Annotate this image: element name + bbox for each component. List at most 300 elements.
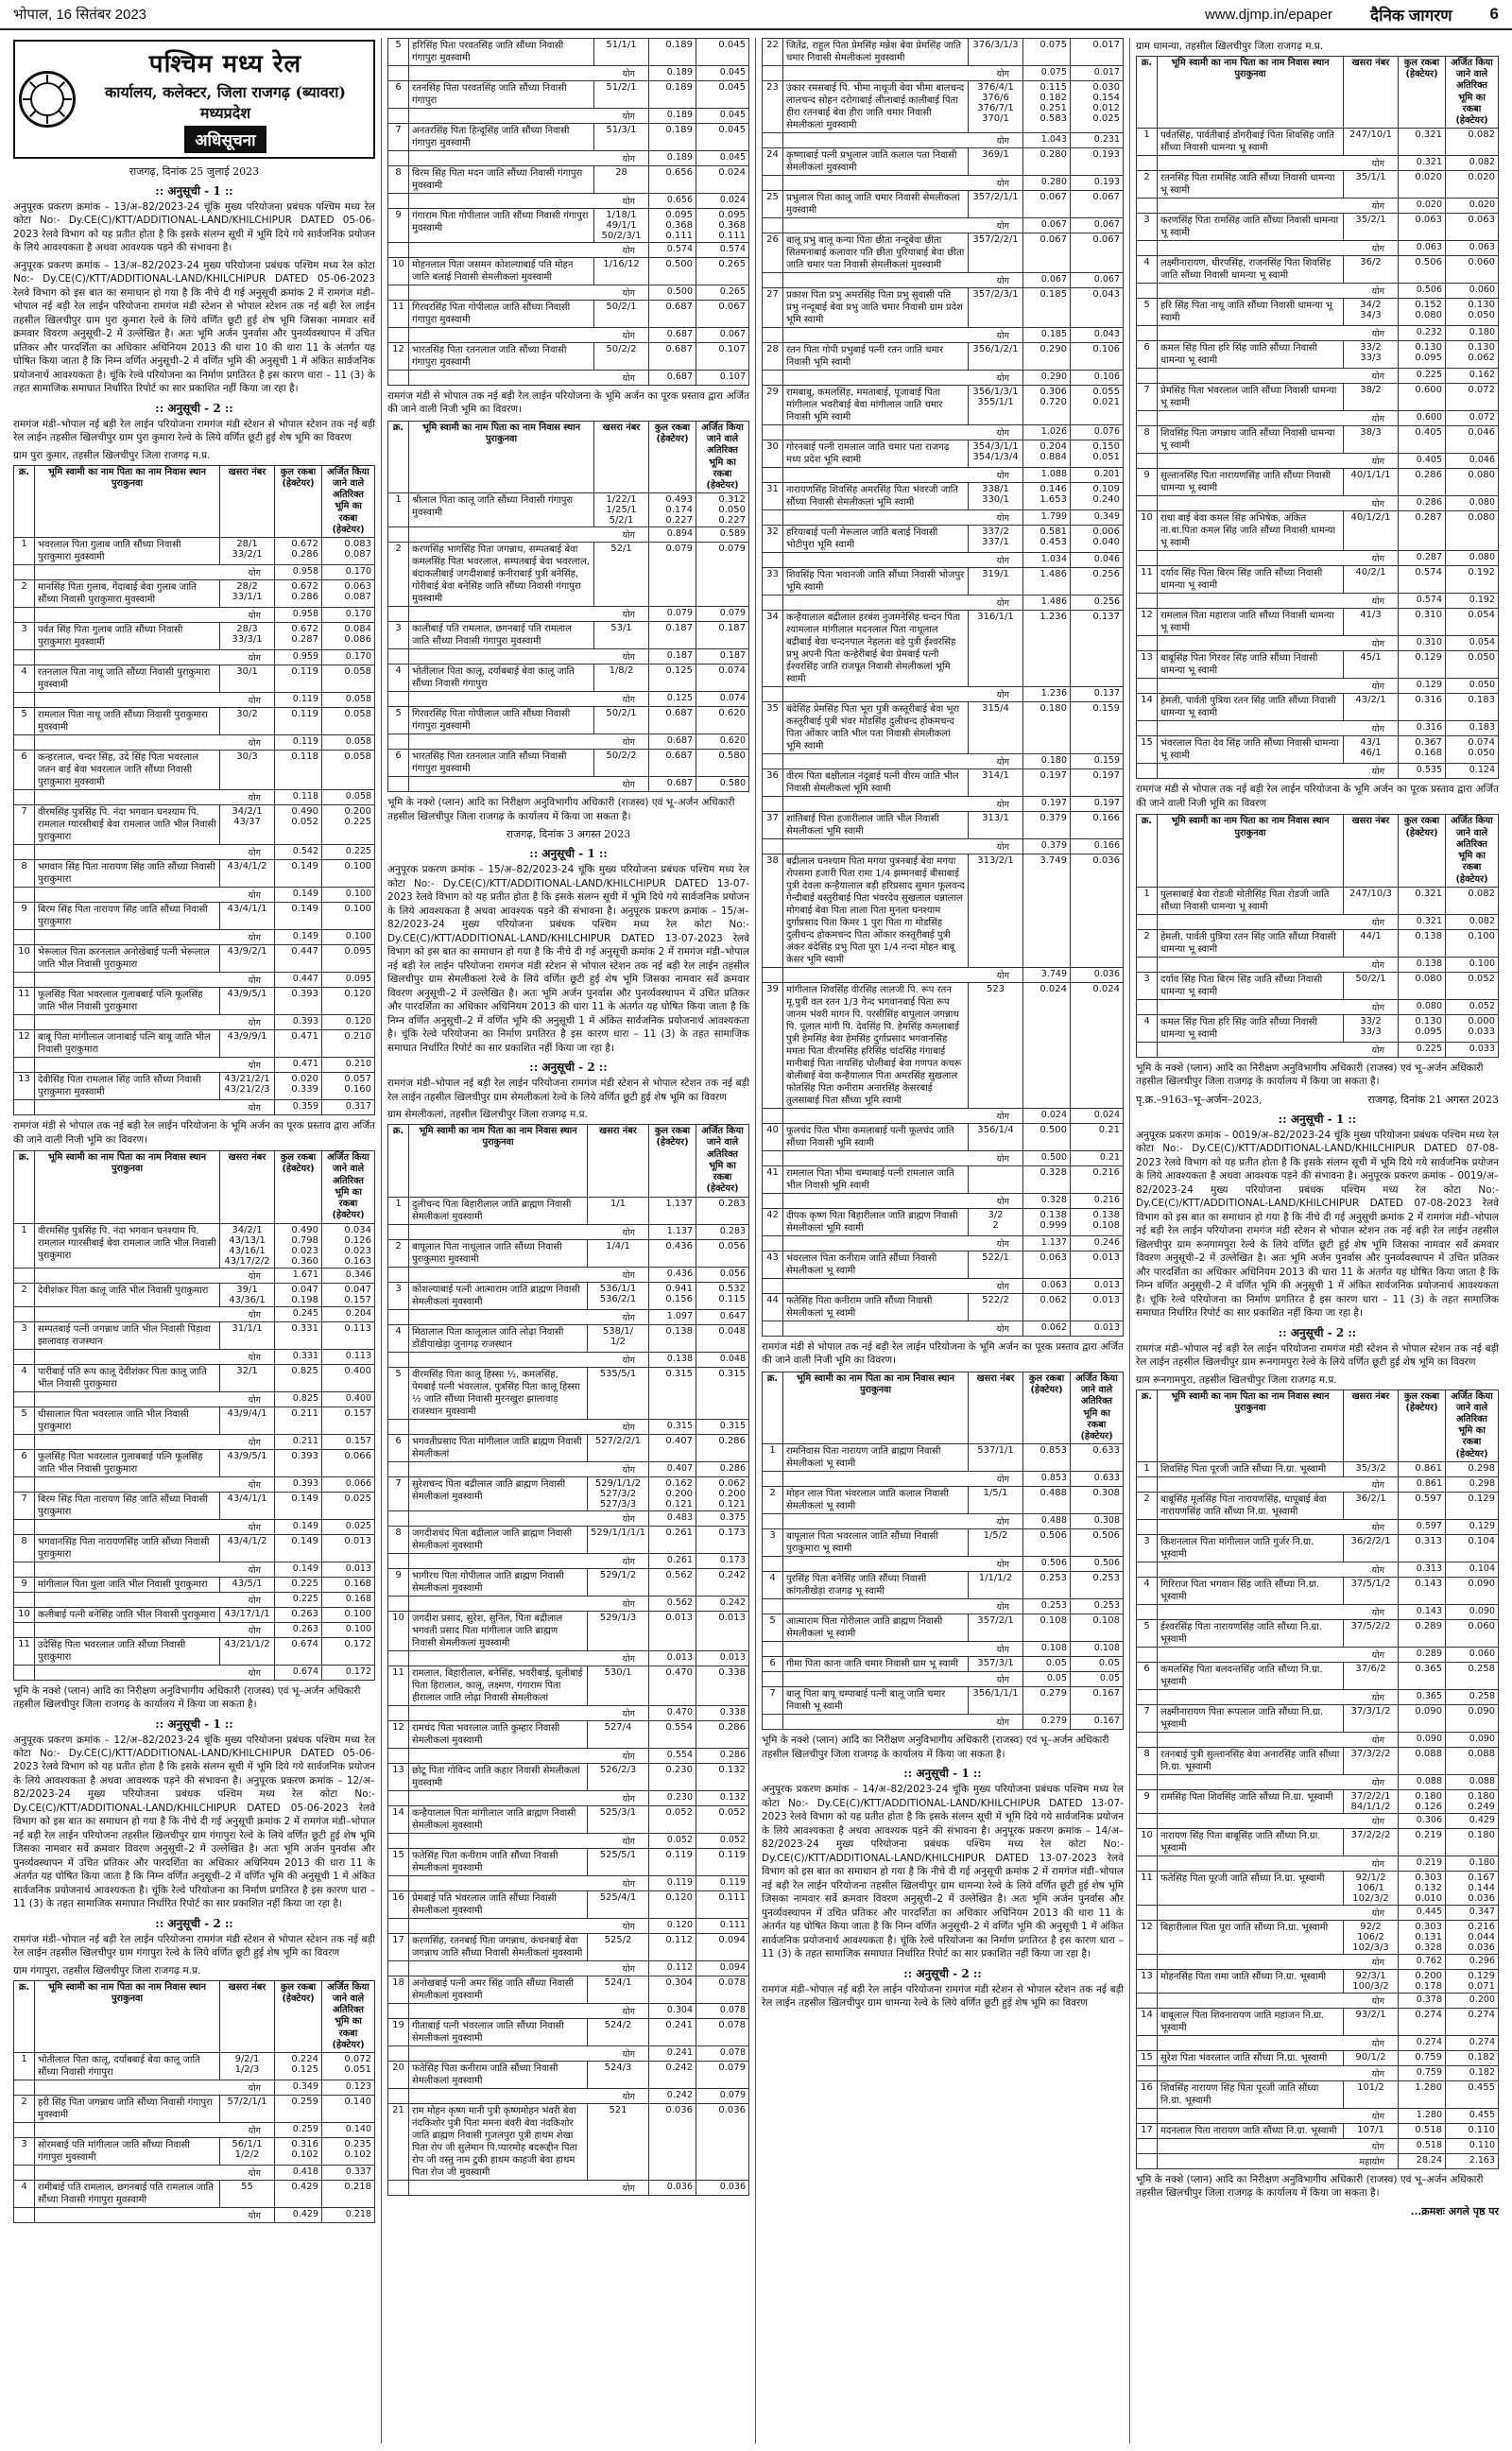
khasra-number: 43/4/1/2	[220, 860, 275, 888]
khasra-number: 247/10/1	[1344, 129, 1399, 156]
total-acquired-sum: 0.200	[1446, 1993, 1499, 2008]
khasra-number: 50/2/1	[594, 707, 649, 734]
col-sno-header: क्र.	[763, 1372, 783, 1443]
col-sno-header: क्र.	[1137, 57, 1158, 129]
total-area: 0.024	[1023, 983, 1071, 1109]
owner-name: रामलाल पिता महाराज जाति सौंध्या निवासी धामन्या भू स्वामी	[1158, 609, 1344, 636]
total-area: 0.020 0.339	[275, 1073, 322, 1100]
total-row	[763, 1715, 1124, 1730]
total-label: योग	[783, 273, 1023, 288]
owner-name: लक्ष्मीनारायण, धीरपसिंह, राजनसिंह पिता शिवसिंह जाति सौंध्या निवासी धामन्या भू स्वामी	[1158, 256, 1344, 284]
total-area-sum: 0.331	[275, 1349, 322, 1364]
total-spacer	[1137, 1856, 1158, 1871]
owner-name: राधा बाई बेवा कमल सिंह अभिषेक, अंकित ना.बा.पिता कमल सिंह जाति सौंध्या निवासी धामन्या भू स्वामी	[1158, 511, 1344, 551]
total-spacer	[14, 608, 35, 623]
total-area: 0.095 0.368 0.111	[649, 209, 696, 243]
row-number: 2	[388, 1239, 409, 1267]
row-number: 8	[1137, 426, 1158, 454]
row-number: 37	[763, 812, 783, 839]
total-area-sum: 0.506	[1023, 1557, 1071, 1572]
inspection-note: भूमि के नक्शे (प्लान) आदि का निरीक्षण अनुविभागीय अधिकारी (राजस्व) एवं भू–अर्जन अधिकारी तहसील खिलचीपुर जिला राजगढ़ के कार्यालय में किया जा सकता है।	[762, 1735, 1109, 1760]
owner-name: कमल सिंह पिता हरि सिंह जाति सौंध्या निवासी धामन्या भू स्वामी	[1158, 1014, 1344, 1042]
inspection-note: भूमि के नक्शे (प्लान) आदि का निरीक्षण अनुविभागीय अधिकारी (राजस्व) एवं भू–अर्जन अधिकारी तहसील खिलचीपुर जिला राजगढ़ के कार्यालय में किया जा सकता है।	[387, 797, 735, 822]
row-number: 5	[14, 708, 35, 735]
table-row	[763, 191, 1124, 218]
total-area: 1.280	[1399, 2080, 1446, 2108]
khasra-number: 1/8/2	[594, 665, 649, 692]
village-location: ग्राम सेमलीकलां, तहसील खिलचीपुर जिला राजगढ़ म.प्र.	[387, 1109, 588, 1121]
total-area: 0.518	[1399, 2123, 1446, 2138]
total-acquired-sum: 0.045	[696, 109, 749, 124]
total-row	[1137, 1476, 1499, 1492]
total-label: योग	[1158, 1856, 1399, 1871]
total-acquired-sum: 0.317	[322, 1100, 375, 1115]
khasra-number: 357/3/1	[969, 1657, 1023, 1672]
total-area-sum: 0.180	[1023, 754, 1071, 769]
total-acquired-sum: 0.258	[1446, 1689, 1499, 1704]
total-row	[1137, 1647, 1499, 1662]
owner-name: दुलीचन्द पिता बिहारीलाल जाति ब्राह्मण निवासी सेमलीकलां मुवस्वामी	[409, 1197, 588, 1224]
total-row	[1137, 1993, 1499, 2008]
khasra-number: 45/1	[1344, 651, 1399, 679]
khasra-number: 525/4/1	[587, 1890, 648, 1918]
total-acquired-sum: 0.231	[1071, 133, 1124, 148]
land-table	[387, 1124, 749, 2195]
col-acquired-header: अर्जित किया जाने वाले अतिरिक्त भूमि का रकबा (हेक्टेयर)	[1446, 1389, 1499, 1461]
row-number: 1	[388, 493, 409, 527]
total-area-sum: 0.274	[1399, 2035, 1446, 2050]
total-area: 0.493 0.174 0.227	[649, 493, 696, 527]
acquired-area: 0.216	[1071, 1166, 1124, 1194]
total-row	[388, 1419, 749, 1434]
total-acquired-sum: 0.253	[1071, 1599, 1124, 1614]
owner-name: भंवरलाल पिता कनीराम जाति सौंध्या निवासी सेमलीकलां भू स्वामी	[783, 1251, 969, 1279]
land-table	[13, 465, 375, 1115]
table-row	[388, 1933, 749, 1960]
khasra-number: 376/3/1/3	[969, 39, 1023, 66]
total-spacer	[763, 1715, 783, 1730]
total-spacer	[14, 1100, 35, 1115]
total-area-sum: 1.137	[649, 1224, 696, 1239]
row-number: 9	[14, 903, 35, 930]
total-label: योग	[35, 845, 275, 860]
table-row	[14, 1321, 375, 1349]
total-area: 0.331	[275, 1321, 322, 1349]
total-spacer	[1137, 551, 1158, 566]
total-area: 0.597	[1399, 1492, 1446, 1519]
row-number: 6	[763, 1657, 783, 1672]
table-header-row	[14, 1151, 375, 1223]
total-area: 0.687	[649, 343, 696, 371]
total-label: योग	[35, 608, 275, 623]
row-number: 12	[388, 343, 409, 371]
grand-total-area: 28.24	[1399, 2153, 1446, 2168]
row-number: 12	[1137, 609, 1158, 636]
acquired-area: 0.286	[696, 1434, 749, 1461]
khasra-number: 43/9/2/1	[220, 945, 275, 973]
table-row	[763, 81, 1124, 133]
table-row	[763, 440, 1124, 468]
khasra-number: 34/2/1 43/37	[220, 805, 275, 845]
total-acquired-sum: 0.088	[1446, 1774, 1499, 1789]
schedule-heading: :: अनुसूची - 1 ::	[155, 1717, 233, 1731]
owner-name: फूलसिंह पिता भवरलाल गुलाबबाई पत्नि फूलसिंह जाति भील निवासी पुराकुमारा	[35, 1449, 220, 1476]
total-spacer	[388, 1875, 409, 1890]
total-area-sum: 0.315	[649, 1419, 696, 1434]
khasra-number: 52/1	[594, 543, 649, 607]
total-row	[763, 1599, 1124, 1614]
total-acquired-sum: 0.095	[322, 973, 375, 988]
table-row	[763, 386, 1124, 425]
total-row	[388, 109, 749, 124]
notice-paragraph: रामगंज मंडी से भोपाल तक नई बड़ी रेल लाईन परियोजना के भूमि अर्जन का पूरक प्रस्ताव द्वारा अर्जित की जाने वाली निजी भूमि का विवरण।	[762, 1341, 1124, 1367]
total-area: 0.687	[649, 750, 696, 777]
total-acquired-sum: 0.046	[1446, 454, 1499, 469]
row-number: 7	[388, 1476, 409, 1510]
row-number: 7	[388, 124, 409, 151]
total-acquired-sum: 0.647	[696, 1309, 749, 1324]
row-number: 10	[388, 1611, 409, 1650]
total-area: 0.211	[275, 1407, 322, 1434]
total-area-sum: 0.518	[1399, 2138, 1446, 2153]
acquired-area: 0.063 0.087	[322, 580, 375, 608]
table-row	[1137, 384, 1499, 411]
total-area-sum: 0.500	[1023, 1151, 1071, 1166]
col-owner-header: भूमि स्वामी का नाम पिता का नाम निवास स्थान पुराकुनवा	[1158, 57, 1344, 129]
total-acquired-sum: 0.455	[1446, 2108, 1499, 2123]
table-row	[763, 1487, 1124, 1514]
total-spacer	[388, 1352, 409, 1367]
khasra-number: 55	[220, 2181, 275, 2208]
total-label: योग	[1158, 1954, 1399, 1969]
total-row	[388, 1875, 749, 1890]
row-number: 4	[388, 665, 409, 692]
total-area-sum: 0.119	[275, 693, 322, 708]
khasra-number: 43/4/1/2	[220, 1534, 275, 1562]
row-number: 11	[388, 301, 409, 328]
table-row	[1137, 972, 1499, 999]
total-row	[763, 687, 1124, 702]
total-area-sum: 0.120	[649, 1918, 696, 1933]
total-label: योग	[35, 930, 275, 945]
khasra-number: 319/1	[969, 568, 1023, 595]
total-label: योग	[35, 2166, 275, 2181]
acquired-area: 0.072	[1446, 384, 1499, 411]
grand-total-label: महायोग	[1158, 2153, 1399, 2168]
table-row	[1137, 256, 1499, 284]
table-row	[388, 2103, 749, 2180]
total-acquired-sum: 0.080	[1446, 496, 1499, 511]
row-number: 4	[1137, 1577, 1158, 1604]
acquired-area: 0.283	[696, 1197, 749, 1224]
khasra-number: 40/2/1	[1344, 566, 1399, 594]
total-spacer	[1137, 2035, 1158, 2050]
total-spacer	[763, 1642, 783, 1657]
khasra-number: 30/2	[220, 708, 275, 735]
total-spacer	[763, 553, 783, 568]
total-area-sum: 0.687	[649, 734, 696, 750]
owner-name: भागीरथ पिता गोपीलाल जाति ब्राह्मण निवासी सेमलीकलां मुवस्वामी	[409, 1568, 588, 1596]
total-spacer	[14, 1434, 35, 1449]
total-label: योग	[1158, 1905, 1399, 1920]
total-spacer	[14, 2080, 35, 2096]
total-area: 0.225	[275, 1577, 322, 1592]
khasra-number: 522/2	[969, 1294, 1023, 1321]
total-label: योग	[409, 1650, 649, 1666]
total-area: 0.506	[1023, 1529, 1071, 1557]
khasra-number: 28/2 33/1/1	[220, 580, 275, 608]
table-row	[14, 1364, 375, 1391]
acquired-area: 0.060	[1446, 256, 1499, 284]
owner-name: हरियाबाई पत्नी मेरूलाल जाति बलाई निवासी भोटीपुरा भूमि स्वामी	[783, 526, 969, 553]
table-row	[14, 860, 375, 888]
total-row	[763, 328, 1124, 343]
total-area-sum: 0.119	[275, 735, 322, 751]
total-row	[1137, 764, 1499, 779]
owner-name: पुलसाबाई बेवा रोडजी मोतीसिंह पिता रोडजी जाति सौंध्या निवासी धामन्या भू स्वामी	[1158, 887, 1344, 914]
khasra-number: 36/2/1	[1344, 1492, 1399, 1519]
total-acquired-sum: 0.182	[1446, 2065, 1499, 2080]
acquired-area: 0.218	[322, 2181, 375, 2208]
row-number: 8	[14, 860, 35, 888]
khasra-number: 524/2	[587, 2018, 648, 2045]
row-number: 9	[14, 1577, 35, 1592]
acquired-area: 0.100	[1446, 929, 1499, 957]
acquired-area: 0.017	[1071, 39, 1124, 66]
acquired-area: 0.168	[322, 1577, 375, 1592]
total-area: 0.554	[649, 1720, 696, 1748]
row-number: 5	[388, 1367, 409, 1419]
row-number: 41	[763, 1166, 783, 1194]
acquired-area: 0.157	[322, 1407, 375, 1434]
acquired-area: 0.120	[322, 988, 375, 1015]
schedule-heading: :: अनुसूची - 2 ::	[903, 1966, 982, 1980]
row-number: 22	[763, 39, 783, 66]
total-row	[763, 839, 1124, 854]
owner-name: गोरनबाई पत्नी रामलाल जाति चमार पता राजगढ़ मध्य प्रदेश भूमि स्वामी	[783, 440, 969, 468]
owner-name: रतनलाल पिता नाथू जाति सौंध्या निवासी पुराकुमारा मुवस्वामी	[35, 665, 220, 693]
owner-name: किशनलाल पिता मांगीलाल जाति गुर्जर नि.ग्रा. भूस्वामी	[1158, 1534, 1344, 1562]
owner-name: सुल्तानसिंह पिता नारायणसिंह जाति सौंध्या निवासी धामन्या भू स्वामी	[1158, 469, 1344, 496]
railway-logo-icon	[19, 71, 76, 128]
total-spacer	[388, 194, 409, 209]
table-row	[14, 1449, 375, 1476]
total-area-sum: 0.286	[1399, 496, 1446, 511]
col-sno-header: क्र.	[14, 1980, 35, 2052]
table-row	[1137, 1619, 1499, 1647]
table-row	[388, 622, 749, 649]
total-area: 0.036	[649, 2103, 696, 2180]
khasra-number: 43/9/4/1	[220, 1407, 275, 1434]
total-area: 0.506	[1399, 256, 1446, 284]
acquired-area: 0.308	[1071, 1487, 1124, 1514]
total-spacer	[14, 930, 35, 945]
col-area-header: कुल रकबा (हेक्टेयर)	[275, 465, 322, 537]
total-label: योग	[409, 1419, 649, 1434]
total-area: 0.861	[1399, 1461, 1446, 1476]
total-area-sum: 0.597	[1399, 1519, 1446, 1534]
owner-name: बापूलाल पिता भवरलाल जाति सौंध्या निवासी पुराकुमारा भू स्वामी	[783, 1529, 969, 1557]
khasra-number: 1/18/1 49/1/1 50/2/3/1	[594, 209, 649, 243]
total-area-sum: 0.436	[649, 1267, 696, 1282]
owner-name: गीमा पिता काना जाति चमार निवासी ग्राम भू स्वामी	[783, 1657, 969, 1672]
total-row	[1137, 1954, 1499, 1969]
owner-name: आत्माराम पिता गोरीलाल जाति ब्राह्मण निवासी सेमलीकलां भू स्वामी	[783, 1614, 969, 1642]
owner-name: देवीसिंह पिता रामलाल सिंह जाति सौंध्या निवासी पुराकुमारा मुवस्वामी	[35, 1073, 220, 1100]
total-acquired-sum: 0.100	[1446, 957, 1499, 972]
owner-name: अनतरसिंह पिता हिन्दूसिंह जाति सौंध्या निवासी गंगापुरा मुवस्वामी	[409, 124, 594, 151]
owner-name: फतेसिंह पिता कनीराम जाति सौंध्या निवासी सेमलीकलां भू स्वामी	[783, 1294, 969, 1321]
notice-paragraph: अनुपूरक प्रकरण क्रमांक – 14/अ–82/2023-24 चूंकि मुख्य परियोजना प्रबंधक पश्चिम मध्य रेल कोटा No:- Dy.CE(C)/KTT/ADDITIONAL-LAND/KHILCHIPUR DATED 13-07-2023 रेलवे विभाग को यह प्रतीत होता है कि इसके संलग्न सूची में भूमि दिये गये सार्वजनिक प्रयोजन के लिये आवश्यकता है अथवा आवश्यक पड़ने की संभावना है। अनुपूरक प्रकरण क्रमांक – 14/अ–82/2023-24 मुख्य परियोजना प्रबंधक पश्चिम मध्य रेल कोटा No:- Dy.CE(C)/KTT/ADDITIONAL-LAND/KHILCHIPUR DATED 13-07-2023 रेलवे विभाग को इस बात का समाधान हो गया है कि नीचे दी गई अनुसूची क्रमांक 2 में रामगंज मंडी–भोपाल नई बड़ी रेल लाईन परियोजना तहसील खिलचीपुर ग्राम धामन्या रेल्वे के लिये वर्णित छूटी हुई शेष भूमि जिसका नामवार सर्वे क्रमवार विवरण अनुसूची–2 में उल्लेखित है। अतः भूमि अर्जन पुनर्वास और पुनर्व्यवस्थापन में उचित प्रतिकर और पारदर्शिता का अधिकार अधिनियम 2013 की धारा 11 के अंतर्गत यह घोषित किया जाता है कि निम्न वर्णित अनुसूची–2 में वर्णित भूमि की अनुसूची 1 में अंकित सार्वजनिक प्रयोजनार्थ आवश्यकता है। चूंकि रेल्वे परियोजना का निर्माण प्रगतिरत है इस कारण धारा – 11 (3) के तहत सामाजिक समाघात निर्धारित रिपोर्ट का सार प्रकाशित नहीं किया जा रहा है।	[762, 1784, 1124, 1960]
acquired-area: 0.088	[1446, 1747, 1499, 1774]
col-acquired-header: अर्जित किया जाने वाले अतिरिक्त भूमि का रकबा (हेक्टेयर)	[1071, 1372, 1124, 1443]
notice-date: राजगढ़, दिनांक 21 अगस्त 2023	[1367, 1093, 1499, 1106]
table-row	[14, 1073, 375, 1100]
total-acquired-sum: 0.429	[1446, 1813, 1499, 1828]
row-number: 1	[388, 1197, 409, 1224]
table-row	[1137, 651, 1499, 679]
table-row	[1137, 694, 1499, 721]
owner-name: करणसिंह, रतनबाई पिता जगन्नाथ, कंचनबाई बेवा जगन्नाथ जाति सौंध्या निवासी सेमलीकलां मुवस्वामी	[409, 1933, 588, 1960]
table-row	[763, 39, 1124, 66]
total-label: योग	[1158, 914, 1399, 929]
total-label: योग	[409, 1960, 649, 1976]
row-number: 4	[1137, 256, 1158, 284]
total-row	[1137, 284, 1499, 299]
khasra-number: 37/3/1/2	[1344, 1704, 1399, 1732]
total-row	[763, 273, 1124, 288]
total-area-sum: 0.574	[649, 243, 696, 258]
total-spacer	[1137, 914, 1158, 929]
total-area-sum: 0.052	[649, 1833, 696, 1848]
land-table	[1136, 1389, 1499, 2169]
acquired-area: 0.130 0.050	[1446, 299, 1499, 326]
total-acquired-sum: 0.347	[1446, 1905, 1499, 1920]
epaper-url[interactable]: www.djmp.in/epaper	[1204, 6, 1333, 23]
total-area: 0.303 0.132 0.010	[1399, 1871, 1446, 1905]
acquired-area: 0.047 0.157	[322, 1283, 375, 1306]
table-row	[388, 1848, 749, 1875]
khasra-number: 51/3/1	[594, 124, 649, 151]
row-number: 4	[14, 1364, 35, 1391]
total-area-sum: 1.280	[1399, 2108, 1446, 2123]
total-label: योग	[35, 2080, 275, 2096]
total-area: 0.047 0.198	[275, 1283, 322, 1306]
table-row	[1137, 1747, 1499, 1774]
total-area-sum: 0.289	[1399, 1647, 1446, 1662]
khasra-number: 314/1	[969, 769, 1023, 797]
row-number: 4	[14, 665, 35, 693]
col-acquired-header: अर्जित किया जाने वाले अतिरिक्त भूमि का रकबा (हेक्टेयर)	[322, 1980, 375, 2052]
table-row	[388, 1568, 749, 1596]
total-area-sum: 0.407	[649, 1461, 696, 1476]
table-row	[14, 538, 375, 565]
total-spacer	[1137, 1519, 1158, 1534]
row-number: 3	[1137, 1534, 1158, 1562]
table-row	[14, 751, 375, 790]
acquired-area: 0.633	[1071, 1444, 1124, 1472]
khasra-number: 521	[587, 2103, 648, 2180]
total-spacer	[1137, 2138, 1158, 2153]
row-number: 2	[763, 1487, 783, 1514]
owner-name: वीरम पिता बक्षीलाल नंदूबाई पत्नी वीरम जाति भील निवासी सेमलीकलां भूमि स्वामी	[783, 769, 969, 797]
row-number: 13	[1137, 1969, 1158, 1993]
total-row	[14, 1476, 375, 1492]
total-label: योग	[35, 1665, 275, 1680]
total-label: योग	[1158, 1562, 1399, 1577]
table-row	[763, 1166, 1124, 1194]
total-label: योग	[35, 1434, 275, 1449]
table-row	[1137, 299, 1499, 326]
row-number: 9	[1137, 1789, 1158, 1813]
total-label: योग	[783, 468, 1023, 483]
total-spacer	[1137, 1993, 1158, 2008]
table-row	[1137, 609, 1499, 636]
total-acquired-sum: 0.058	[322, 735, 375, 751]
total-area-sum: 0.259	[275, 2123, 322, 2138]
total-acquired-sum: 0.162	[1446, 369, 1499, 384]
table-row	[763, 1687, 1124, 1715]
total-label: योग	[783, 553, 1023, 568]
total-row	[1137, 369, 1499, 384]
acquired-area: 0.400	[322, 1364, 375, 1391]
total-acquired-sum: 0.242	[696, 1596, 749, 1611]
land-table	[762, 38, 1124, 1337]
acquired-area: 0.045	[696, 81, 749, 109]
total-spacer	[388, 109, 409, 124]
total-label: योग	[409, 1748, 649, 1763]
total-area: 0.379	[1023, 812, 1071, 839]
acquired-area: 0.315	[696, 1367, 749, 1419]
total-label: योग	[409, 1267, 649, 1282]
land-table	[762, 1372, 1124, 1730]
total-area-sum: 0.062	[1023, 1321, 1071, 1337]
total-label: योग	[35, 1268, 275, 1283]
owner-name: दीपक कृष्ण पिता बिहारीलाल जाति ब्राह्मण निवासी सेमलीकलां भूमि स्वामी	[783, 1209, 969, 1236]
total-label: योग	[35, 1562, 275, 1577]
total-area: 0.152 0.080	[1399, 299, 1446, 326]
khasra-number: 31/1/1	[220, 1321, 275, 1349]
acquired-area: 0.182	[1446, 2050, 1499, 2065]
village-location: ग्राम पुरा कुमार, तहसील खिलचीपुर जिला राजगढ़ म.प्र.	[13, 449, 211, 461]
table-row	[388, 258, 749, 285]
table-row	[14, 805, 375, 845]
total-label: योग	[783, 1672, 1023, 1687]
owner-name: लक्ष्मीनारायण पिता रूपलाल जाति सौंध्या नि.ग्रा. भूस्वामी	[1158, 1704, 1344, 1732]
total-label: योग	[1158, 1732, 1399, 1747]
acquired-area: 0.192	[1446, 566, 1499, 594]
owner-name: मिठालाल पिता कालूलाल जाति लोढ़ा निवासी डोंडीयाखेड़ा जुनागढ़ राजस्थान	[409, 1324, 588, 1352]
owner-name: गिरिराज पिता भगवान सिंह जाति सौंध्या नि.ग्रा. भूस्वामी	[1158, 1577, 1344, 1604]
total-area: 0.315	[649, 1367, 696, 1419]
total-spacer	[14, 1015, 35, 1030]
total-acquired-sum: 0.052	[1446, 999, 1499, 1014]
total-row	[763, 1514, 1124, 1529]
notice-paragraph: रामगंज मंडी–भोपाल नई बड़ी रेल लाईन परियोजना रामगंज मंडी स्टेशन से भोपाल स्टेशन तक नई बड़ी रेल लाईन तहसील खिलचीपुर ग्राम रूनगामपुरा रेल्वे के लिये वर्णित छूटी हुई शेष भूमि का विवरण	[1136, 1342, 1499, 1369]
total-area: 0.672 0.287	[275, 623, 322, 650]
total-area-sum: 1.799	[1023, 510, 1071, 526]
page-header	[0, 0, 1512, 30]
total-row	[388, 1650, 749, 1666]
total-area-sum: 0.063	[1399, 241, 1446, 256]
khasra-number: 1/4/1	[587, 1239, 648, 1267]
acquired-area: 0.180 0.249	[1446, 1789, 1499, 1813]
column-4	[1130, 38, 1504, 2443]
owner-name: राम मोहन कृष्ण मानी पुत्री कृष्णमोहन भंवरी बेवा नंदकिशोर पुत्री पिता ममना बंवरी बेवा नंदकिशोर जाति ब्राह्मण निवासी गुजलपुरा पुत्री हाथम शेखा पिता रोप जी सुलेमान पि.प्यारमोह बदरूद्दीन पिता रोप जी वस्तु नाम टुकी हाथम काहजी बेवा हाथम पिता रोज जी मुवस्वामी	[409, 2103, 588, 2180]
edition-date: भोपाल, 16 सितंबर 2023	[13, 7, 147, 23]
total-row	[388, 2045, 749, 2061]
acquired-area: 0.235 0.102	[322, 2138, 375, 2166]
